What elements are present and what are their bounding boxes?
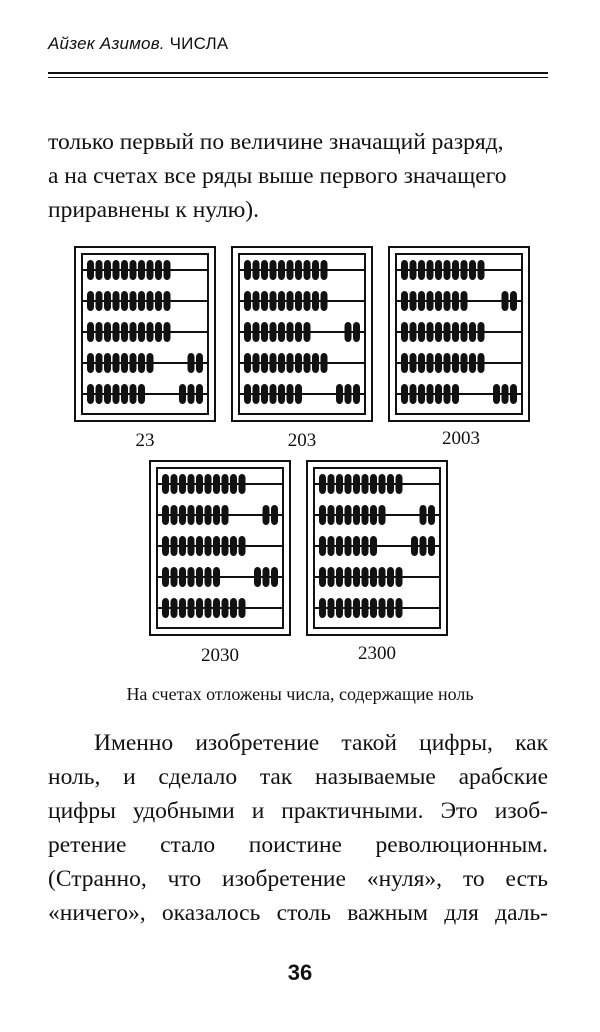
abacus-bead [162,536,169,556]
abacus-bead [336,474,343,494]
abacus-bead [312,353,319,373]
abacus-bead [336,567,343,587]
abacus-bead [261,384,268,404]
text-line: (Странно, что изобретение «нуля», то есть [48,866,548,892]
abacus-bead [452,322,459,342]
abacus-bead [121,291,128,311]
abacus-bead [213,474,220,494]
abacus-bead [336,505,343,525]
abacus-bead [427,384,434,404]
figure-caption: На счетах отложены числа, содержащие ноль [126,684,474,704]
paragraph-bottom [48,726,548,930]
abacus-bead [295,322,302,342]
abacus-bead [345,384,352,404]
abacus-bead [319,536,326,556]
abacus-bead [345,598,352,618]
abacus-label: 2030 [201,645,239,666]
abacus-bead [362,505,369,525]
abacus-bead [179,598,186,618]
abacus-bead [387,567,394,587]
abacus-bead [452,260,459,280]
abacus-bead [147,260,154,280]
abacus-bead [179,474,186,494]
abacus-bead [230,536,237,556]
abacus-bead [396,598,403,618]
abacus-bead [336,384,343,404]
abacus-bead [379,474,386,494]
abacus-bead [444,322,451,342]
abacus-bead [418,322,425,342]
abacus-bead [205,505,212,525]
abacus-bead [121,353,128,373]
abacus-bead [427,260,434,280]
abacus-bead [213,598,220,618]
abacus-bead [261,322,268,342]
abacus-bead [164,291,171,311]
abacus-bead [319,598,326,618]
abacus-bead [171,536,178,556]
abacus-bead [353,474,360,494]
abacus-bead [469,322,476,342]
abacus-bead [179,384,186,404]
abacus-bead [478,260,485,280]
abacus-bead [196,505,203,525]
abacus-bead [179,567,186,587]
abacus-bead [353,598,360,618]
abacus-bead [493,384,500,404]
abacus-bead [239,536,246,556]
abacus-bead [345,322,352,342]
abacus-bead [196,536,203,556]
abacus-bead [253,353,260,373]
abacus-bead [461,353,468,373]
abacus-bead [321,353,328,373]
abacus-bead [295,291,302,311]
abacus-bead [155,291,162,311]
abacus-bead [435,260,442,280]
abacus-bead [113,353,120,373]
abacus-bead [253,322,260,342]
abacus-bead [213,505,220,525]
abacus-bead [244,322,251,342]
abacus-bead [444,353,451,373]
abacus-bead [362,474,369,494]
abacus-bead [87,291,94,311]
abacus-bead [196,598,203,618]
abacus-bead [328,567,335,587]
abacus-bead [162,598,169,618]
abacus-bead [155,322,162,342]
abacus-bead [253,291,260,311]
abacus-bead [87,322,94,342]
abacus-bead [444,384,451,404]
abacus-bead [278,322,285,342]
abacus-bead [379,598,386,618]
abacus-bead [239,474,246,494]
abacus-bead [261,353,268,373]
abacus-bead [147,322,154,342]
abacus-bead [196,384,203,404]
abacus-bead [401,353,408,373]
abacus-bead [96,353,103,373]
abacus-bead [130,353,137,373]
abacus-bead [427,353,434,373]
abacus-label: 2300 [358,643,396,664]
abacus-bead [278,353,285,373]
abacus-bead [428,536,435,556]
abacus-bead [370,598,377,618]
abacus-bead [353,322,360,342]
abacus-bead [121,260,128,280]
abacus-bead [263,505,270,525]
abacus-bead [452,353,459,373]
abacus-bead [222,536,229,556]
abacus-bead [328,598,335,618]
abacus-bead [461,260,468,280]
abacus-bead [336,598,343,618]
abacus-bead [362,536,369,556]
abacus-bead [188,598,195,618]
abacus-bead [336,536,343,556]
abacus-bead [510,384,517,404]
abacus-bead [370,536,377,556]
abacus-bead [444,260,451,280]
abacus-bead [353,505,360,525]
abacus-bead [121,384,128,404]
abacus-bead [138,291,145,311]
abacus-bead [461,291,468,311]
abacus-bead [295,260,302,280]
abacus-label: 203 [287,430,317,451]
abacus-bead [130,322,137,342]
abacus-bead [319,567,326,587]
abacus-bead [155,260,162,280]
abacus-bead [162,505,169,525]
abacus-bead [502,384,509,404]
abacus-bead [387,598,394,618]
abacus-bead [452,291,459,311]
abacus-bead [96,384,103,404]
abacus-bead [138,384,145,404]
abacus-bead [328,505,335,525]
abacus-bead [270,353,277,373]
abacus-bead [213,567,220,587]
abacus-bead [379,567,386,587]
abacus-bead [410,291,417,311]
text-line: ретение стало поистине революционным. [48,832,548,858]
abacus-bead [113,260,120,280]
abacus-bead [96,291,103,311]
abacus-bead [270,291,277,311]
abacus-bead [362,567,369,587]
abacus-bead [222,598,229,618]
abacus-bead [502,291,509,311]
abacus-bead [312,260,319,280]
abacus-bead [287,384,294,404]
abacus-bead [396,474,403,494]
abacus-bead [104,291,111,311]
abacus-bead [138,260,145,280]
abacus-bead [230,474,237,494]
abacus-bead [205,536,212,556]
abacus-bead [87,353,94,373]
abacus-bead [263,567,270,587]
abacus-bead [188,474,195,494]
abacus-bead [427,291,434,311]
abacus-bead [410,260,417,280]
abacus-bead [188,353,195,373]
abacus-bead [188,505,195,525]
abacus-bead [379,505,386,525]
abacus-bead [87,384,94,404]
abacus-bead [188,384,195,404]
abacus-bead [510,291,517,311]
header-title: ЧИСЛА [169,34,229,53]
abacus-bead [113,291,120,311]
abacus-bead [401,260,408,280]
abacus-bead [271,567,278,587]
text-line: только первый по величине значащий разряд, [48,129,504,155]
abacus-bead [478,322,485,342]
abacus-bead [418,260,425,280]
abacus-bead [401,291,408,311]
abacus-bead [469,353,476,373]
abacus-bead [121,322,128,342]
header-author: Айзек Азимов. [48,34,165,53]
abacus-bead [253,260,260,280]
abacus-bead [370,505,377,525]
abacus-bead [435,322,442,342]
abacus-bead [164,322,171,342]
abacus-bead [104,322,111,342]
abacus-bead [188,536,195,556]
abacus-bead [239,598,246,618]
abacus-bead [130,291,137,311]
abacus-bead [353,384,360,404]
abacus-bead [461,322,468,342]
abacus-bead [287,260,294,280]
abacus-bead [345,505,352,525]
text-line: ноль, и сделало так называемые арабские [48,764,548,790]
abacus-label: 2003 [442,428,480,449]
abacus-bead [410,384,417,404]
page-number: 36 [287,960,313,985]
abacus-bead [387,474,394,494]
abacus-bead [205,474,212,494]
abacus-bead [362,598,369,618]
abacus-bead [270,384,277,404]
text-line: «ничего», оказалось столь важным для даль- [48,900,548,926]
abacus-bead [328,536,335,556]
abacus-bead [104,353,111,373]
abacus-bead [321,260,328,280]
abacus-bead [171,567,178,587]
abacus-bead [312,291,319,311]
abacus-bead [370,474,377,494]
abacus-bead [321,291,328,311]
abacus-bead [428,505,435,525]
abacus-label: 23 [135,430,155,451]
abacus-bead [261,260,268,280]
abacus-bead [130,260,137,280]
abacus-bead [411,536,418,556]
abacus-bead [230,598,237,618]
abacus-bead [328,474,335,494]
abacus-bead [196,567,203,587]
abacus-bead [278,291,285,311]
abacus-bead [420,505,427,525]
abacus-bead [171,505,178,525]
text-line: Именно изобретение такой цифры, как [94,730,548,756]
abacus-bead [287,322,294,342]
abacus-bead [130,384,137,404]
abacus-bead [345,474,352,494]
abacus-bead [188,567,195,587]
abacus-bead [147,353,154,373]
abacus-bead [278,384,285,404]
abacus-bead [244,384,251,404]
abacus-bead [213,536,220,556]
abacus-bead [171,598,178,618]
abacus-bead [270,260,277,280]
abacus-bead [244,353,251,373]
abacus-bead [418,353,425,373]
abacus-bead [427,322,434,342]
abacus-bead [435,291,442,311]
text-line: а на счетах все ряды выше первого значащего [48,163,507,189]
abacus-bead [401,384,408,404]
text-line: цифры удобными и практичными. Это изоб- [48,798,548,824]
abacus-bead [353,536,360,556]
abacus-bead [196,353,203,373]
abacus-bead [179,505,186,525]
abacus-bead [222,474,229,494]
abacus-bead [304,291,311,311]
abacus-bead [396,567,403,587]
abacus-bead [420,536,427,556]
abacus-bead [345,567,352,587]
abacus-bead [113,384,120,404]
abacus-bead [401,322,408,342]
abacus-bead [304,353,311,373]
abacus-bead [205,598,212,618]
abacus-bead [278,260,285,280]
abacus-bead [319,474,326,494]
abacus-bead [96,322,103,342]
abacus-bead [104,260,111,280]
abacus-bead [295,353,302,373]
abacus-bead [345,536,352,556]
abacus-bead [271,505,278,525]
abacus-bead [304,322,311,342]
abacus-bead [87,260,94,280]
abacus-bead [304,260,311,280]
abacus-bead [410,353,417,373]
abacus-bead [171,474,178,494]
abacus-bead [244,260,251,280]
abacus-bead [254,567,261,587]
abacus-bead [319,505,326,525]
abacus-bead [205,567,212,587]
abacus-bead [418,291,425,311]
abacus-bead [96,260,103,280]
abacus-bead [452,384,459,404]
abacus-bead [469,260,476,280]
abacus-bead [179,536,186,556]
abacus-bead [287,291,294,311]
abacus-bead [138,322,145,342]
abacus-bead [222,505,229,525]
text-line: приравнены к нулю). [48,197,259,223]
abacus-bead [444,291,451,311]
abacus-bead [261,291,268,311]
abacus-bead [295,384,302,404]
abacus-bead [147,291,154,311]
abacus-bead [418,384,425,404]
abacus-bead [253,384,260,404]
abacus-bead [370,567,377,587]
abacus-bead [104,384,111,404]
abacus-bead [138,353,145,373]
abacus-bead [287,353,294,373]
abacus-bead [113,322,120,342]
abacus-bead [410,322,417,342]
abacus-bead [435,353,442,373]
abacus-bead [435,384,442,404]
abacus-bead [164,260,171,280]
abacus-bead [196,474,203,494]
abacus-bead [353,567,360,587]
abacus-bead [244,291,251,311]
abacus-bead [270,322,277,342]
abacus-bead [162,567,169,587]
abacus-bead [162,474,169,494]
abacus-bead [478,353,485,373]
